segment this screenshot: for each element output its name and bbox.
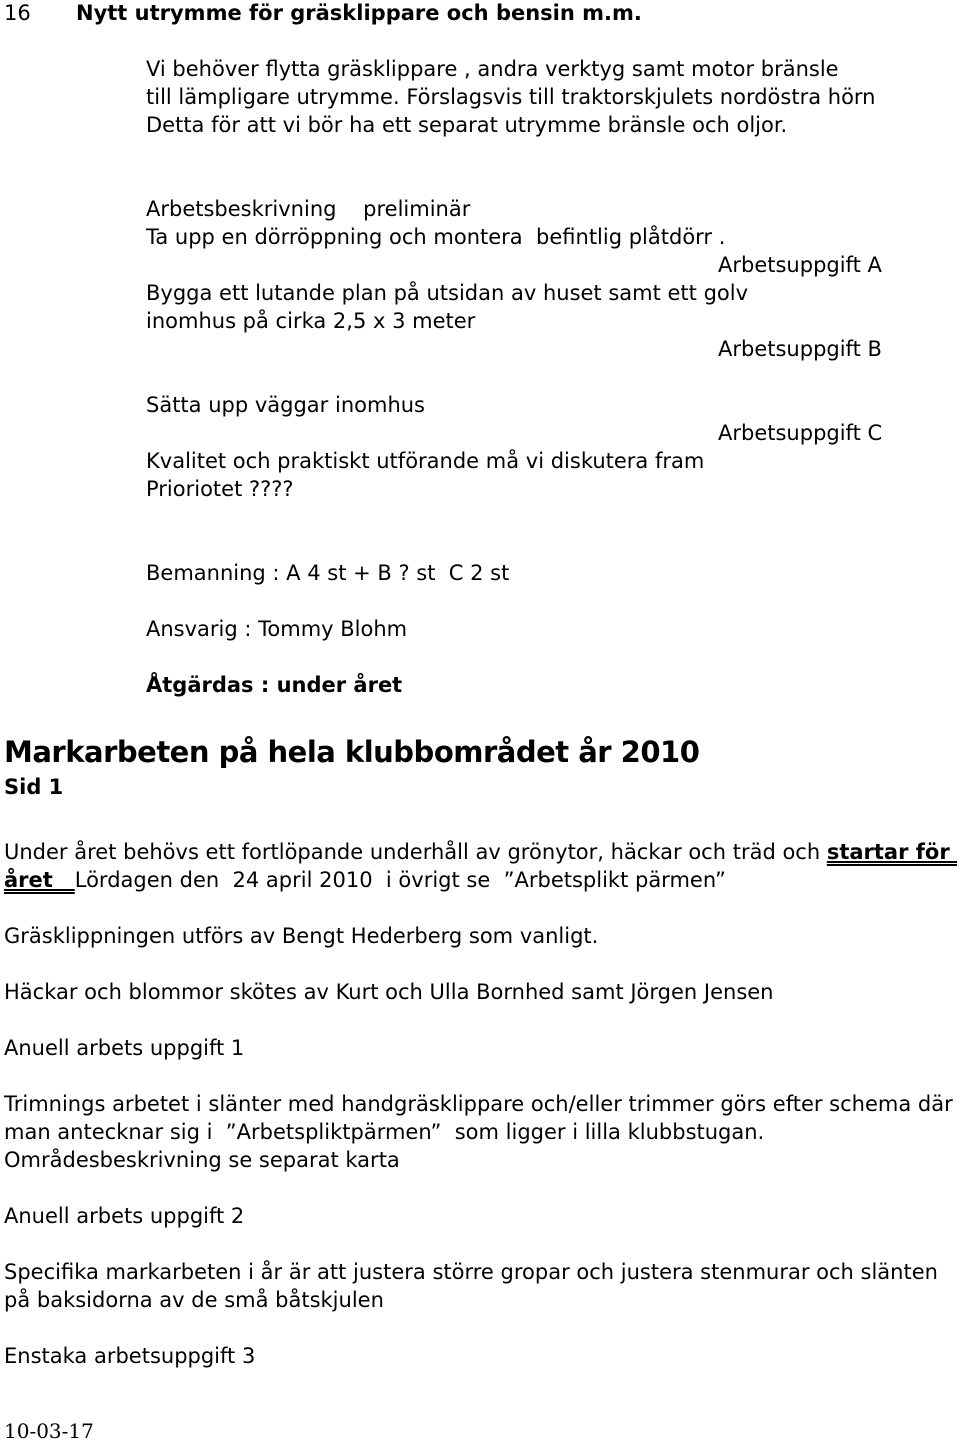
task2-title: Anuell arbets uppgift 2 xyxy=(4,1204,245,1228)
intro-line-1: Vi behöver flytta gräsklippare , andra verktyg samt motor bränsle xyxy=(146,57,839,81)
intro-prefix: Under året behövs ett fortlöpande underhåll av grönytor, häckar och träd och xyxy=(4,840,827,864)
task1-text-2: man antecknar sig i ”Arbetspliktpärmen” som ligger i lilla klubbstugan. xyxy=(4,1120,765,1144)
footer-date: 10-03-17 xyxy=(4,1419,94,1443)
task-c-label: Arbetsuppgift C xyxy=(718,421,883,445)
task-a-label: Arbetsuppgift A xyxy=(718,253,882,277)
section-heading: Nytt utrymme för gräsklippare och bensin m.m. xyxy=(76,1,642,25)
staffing-text: Bemanning : A 4 st + B ? st C 2 st xyxy=(146,561,510,585)
intro-line-3: Detta för att vi bör ha ett separat utrymme bränsle och oljor. xyxy=(146,113,788,137)
intro-suffix: Lördagen den 24 april 2010 i övrigt se ”Arbetsplikt pärmen” xyxy=(74,868,726,892)
mowing-text: Gräsklippningen utförs av Bengt Hederberg som vanligt. xyxy=(4,924,599,948)
priority-text: Prioriotet ???? xyxy=(146,477,294,501)
intro-line-2: till lämpligare utrymme. Förslagsvis till traktorskjulets nordöstra hörn xyxy=(146,85,876,109)
task3-title: Enstaka arbetsuppgift 3 xyxy=(4,1344,256,1368)
hedges-text: Häckar och blommor skötes av Kurt och Ulla Bornhed samt Jörgen Jensen xyxy=(4,980,774,1004)
intro-highlight-1: startar för xyxy=(826,840,958,864)
groundwork-page: Sid 1 xyxy=(4,775,64,799)
groundwork-intro-line-2 xyxy=(4,870,726,891)
task1-title: Anuell arbets uppgift 1 xyxy=(4,1036,245,1060)
task1-text-1: Trimnings arbetet i slänter med handgräsklippare och/eller trimmer görs efter schema där xyxy=(4,1092,953,1116)
task-c-text: Sätta upp väggar inomhus xyxy=(146,393,425,417)
groundwork-title: Markarbeten på hela klubbområdet år 2010 xyxy=(4,735,700,769)
groundwork-intro-line-1 xyxy=(4,842,957,863)
task-b-label: Arbetsuppgift B xyxy=(718,337,882,361)
task1-text-3: Områdesbeskrivning se separat karta xyxy=(4,1148,400,1172)
section-number: 16 xyxy=(4,1,31,25)
task2-text-1: Specifika markarbeten i år är att justera större gropar och justera stenmurar och slänten xyxy=(4,1260,938,1284)
task-b-text-2: inomhus på cirka 2,5 x 3 meter xyxy=(146,309,476,333)
task-b-text-1: Bygga ett lutande plan på utsidan av huset samt ett golv xyxy=(146,281,749,305)
quality-text: Kvalitet och praktiskt utförande må vi diskutera fram xyxy=(146,449,705,473)
work-heading: Arbetsbeskrivning preliminär xyxy=(146,197,471,221)
action-text: Åtgärdas : under året xyxy=(146,673,403,697)
task2-text-2: på baksidorna av de små båtskjulen xyxy=(4,1288,384,1312)
intro-highlight-2: året xyxy=(4,868,75,892)
responsible-text: Ansvarig : Tommy Blohm xyxy=(146,617,408,641)
task-a-text: Ta upp en dörröppning och montera befintlig plåtdörr . xyxy=(146,225,726,249)
